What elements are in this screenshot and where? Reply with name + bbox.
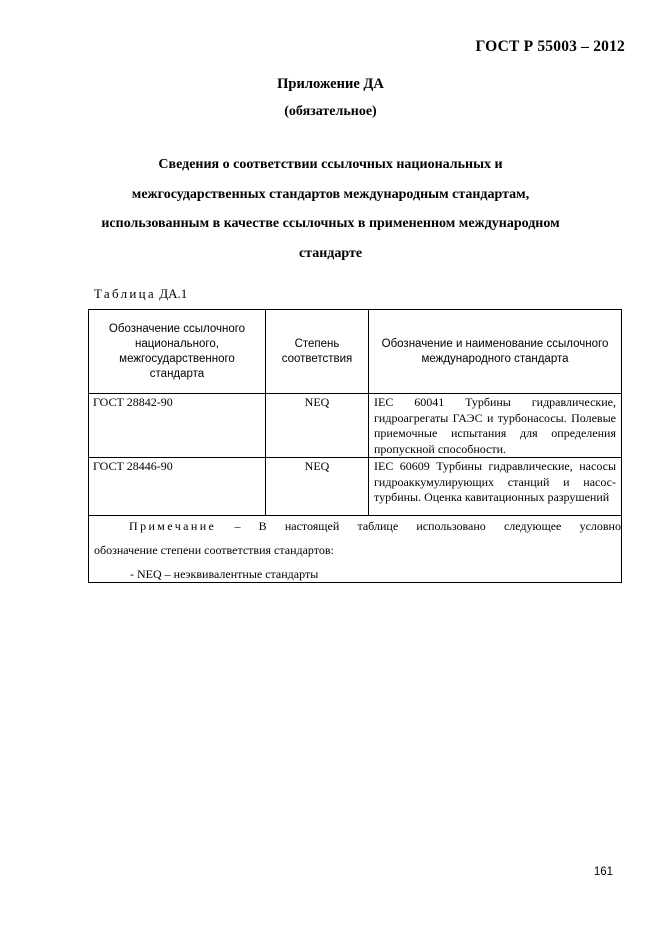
annex-status: (обязательное): [284, 104, 377, 119]
note-word: следующее: [503, 519, 562, 533]
table-caption: [94, 286, 187, 302]
table-header-row: [89, 310, 622, 394]
note-word: условно: [579, 519, 621, 533]
cell-reference: IEC 60041 Турбины гидравлические, гидроагрегаты ГАЭС и турбонасосы. Полевые приемочные испытания для определения пропускной способности.: [369, 394, 622, 458]
header-designation: Обозначение ссылочного национального, межгосударственного стандарта: [89, 310, 266, 394]
cell-designation: ГОСТ 28446-90: [89, 458, 266, 516]
table-row: [89, 394, 622, 458]
cell-degree: NEQ: [266, 394, 369, 458]
note-word: таблице: [357, 519, 399, 533]
note-word: настоящей: [284, 519, 340, 533]
table-note-row: [89, 516, 622, 583]
cell-designation: ГОСТ 28842-90: [89, 394, 266, 458]
note-word: –: [234, 519, 241, 533]
document-code: ГОСТ Р 55003 – 2012: [475, 38, 625, 55]
annex-title: Приложение ДА: [277, 76, 384, 92]
table-caption-number: ДА.1: [159, 286, 188, 301]
table-row: [89, 458, 622, 516]
heading-line: Сведения о соответствии ссылочных национальных и: [158, 157, 503, 172]
heading-line: использованным в качестве ссылочных в примененном международном: [101, 216, 560, 231]
cell-reference: IEC 60609 Турбины гидравлические, насосы гидроаккумулирующих станций и насос-турбины. Оценка кавитационных разрушений: [369, 458, 622, 516]
header-reference: Обозначение и наименование ссылочного международного стандарта: [369, 310, 622, 394]
note-line: - NEQ – неэквивалентные стандарты: [130, 567, 319, 581]
page-number: 161: [593, 866, 613, 878]
note-line: [89, 518, 621, 534]
table-caption-label: Таблица: [94, 286, 156, 301]
header-degree: Степень соответствия: [266, 310, 369, 394]
table-note: [89, 516, 622, 583]
heading-line: межгосударственных стандартов международным стандартам,: [131, 186, 530, 202]
note-word: В: [258, 519, 267, 533]
cell-degree: NEQ: [266, 458, 369, 516]
standards-table: [88, 309, 622, 583]
note-label: Примечание: [129, 519, 217, 533]
note-line: обозначение степени соответствия стандартов:: [94, 543, 334, 557]
note-word: использовано: [416, 519, 486, 533]
annex-heading: [0, 150, 661, 268]
heading-line: стандарте: [298, 245, 363, 261]
